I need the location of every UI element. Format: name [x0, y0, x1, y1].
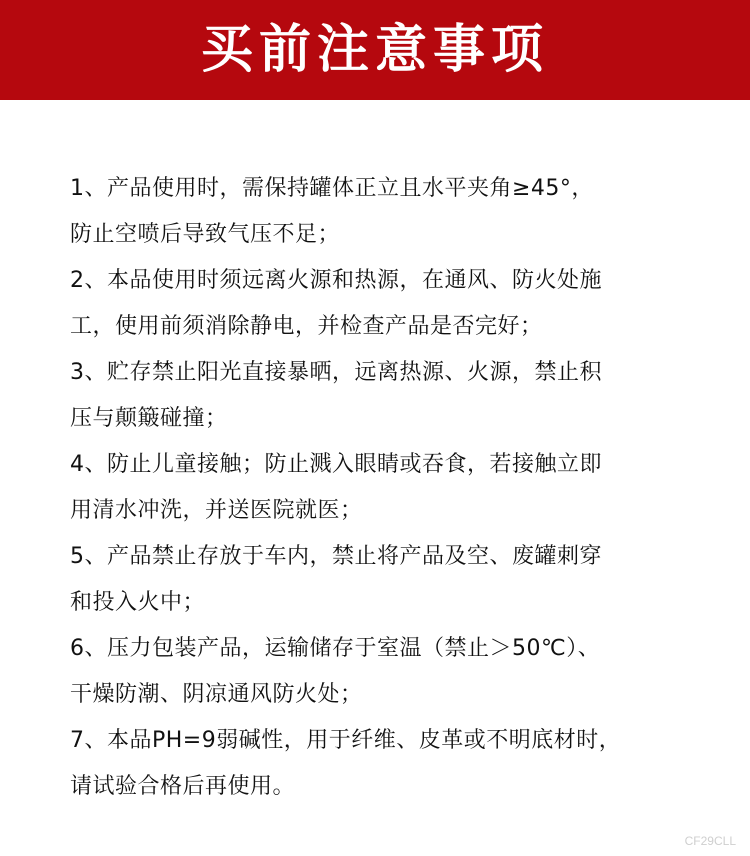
- notice-line: 6、压力包装产品，运输储存于室温（禁止＞50℃）、: [70, 636, 601, 661]
- notice-line: 干燥防潮、阴凉通风防火处；: [70, 682, 363, 707]
- notice-line: 7、本品PH=9弱碱性，用于纤维、皮革或不明底材时，: [70, 728, 622, 753]
- notice-line: 用清水冲洗，并送医院就医；: [70, 498, 363, 523]
- notice-line: 5、产品禁止存放于车内，禁止将产品及空、废罐刺穿: [70, 544, 602, 569]
- notice-item-7: [70, 718, 710, 810]
- notice-line: 请试验合格后再使用。: [70, 774, 296, 799]
- notice-line: 2、本品使用时须远离火源和热源，在通风、防火处施: [70, 268, 602, 293]
- notice-item-2: [70, 258, 710, 350]
- notice-line: 3、贮存禁止阳光直接暴晒，远离热源、火源，禁止积: [70, 360, 602, 385]
- notice-line: 防止空喷后导致气压不足；: [70, 222, 341, 247]
- page-title: 买前注意事项: [200, 20, 549, 80]
- watermark: CF29CLL: [684, 834, 736, 848]
- notice-line: 1、产品使用时，需保持罐体正立且水平夹角≥45°，: [70, 176, 594, 201]
- notice-item-5: [70, 534, 710, 626]
- notice-item-1: [70, 166, 710, 258]
- notice-line: 压与颠簸碰撞；: [70, 406, 228, 431]
- notice-item-4: [70, 442, 710, 534]
- notice-list: [70, 166, 710, 810]
- notice-item-6: [70, 626, 710, 718]
- notice-line: 工，使用前须消除静电，并检查产品是否完好；: [70, 314, 543, 339]
- notice-line: 4、防止儿童接触；防止溅入眼睛或吞食，若接触立即: [70, 452, 602, 477]
- header-banner: [0, 0, 750, 100]
- notice-item-3: [70, 350, 710, 442]
- notice-line: 和投入火中；: [70, 590, 206, 615]
